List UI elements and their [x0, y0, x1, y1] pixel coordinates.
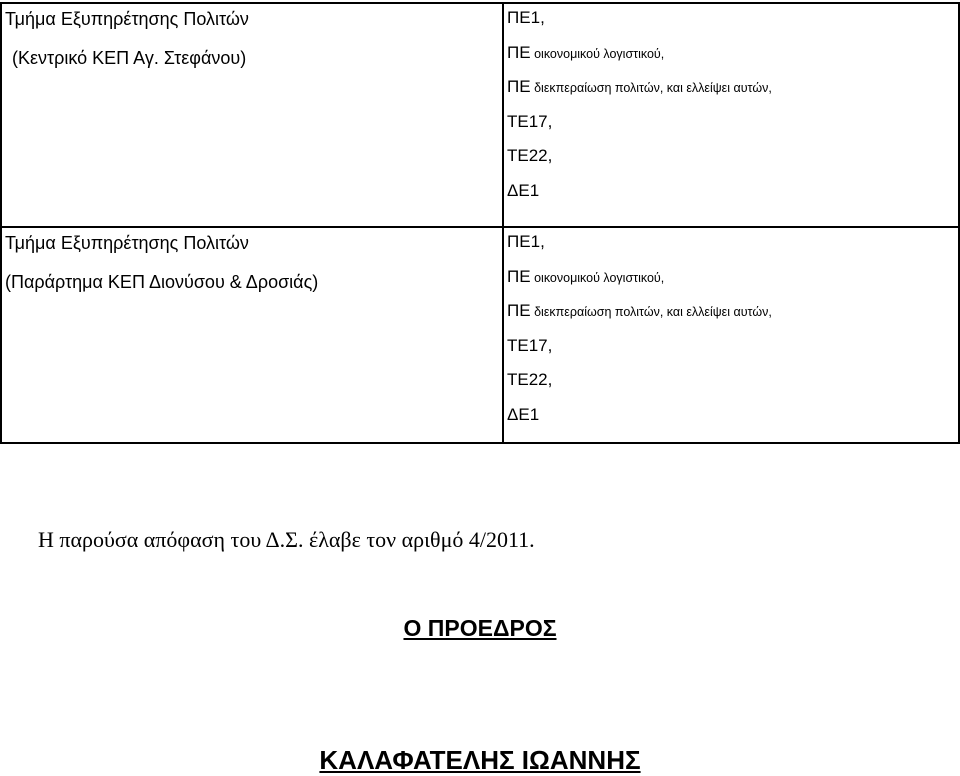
category-code: ΠΕ1,	[507, 232, 545, 251]
category-list	[504, 4, 958, 211]
category-item	[507, 4, 958, 39]
category-item	[507, 142, 958, 177]
category-item	[507, 263, 958, 298]
department-name: Τμήμα Εξυπηρέτησης Πολιτών	[5, 233, 249, 253]
department-location: (Κεντρικό ΚΕΠ Αγ. Στεφάνου)	[12, 48, 247, 68]
category-code: ΔΕ1	[507, 404, 540, 424]
category-code: ΤΕ22,	[507, 146, 553, 165]
category-list	[504, 228, 958, 435]
department-name: Τμήμα Εξυπηρέτησης Πολιτών	[5, 9, 249, 29]
category-item	[507, 177, 958, 212]
signature-title: Ο ΠΡΟΕΔΡΟΣ	[403, 615, 557, 641]
category-description: οικονομικού λογιστικού,	[530, 46, 665, 61]
signatory-name: ΚΑΛΑΦΑΤΕΛΗΣ ΙΩΑΝΝΗΣ	[319, 745, 641, 775]
category-code: ΤΕ22,	[507, 370, 553, 389]
categories-cell	[503, 227, 959, 443]
table-row	[1, 3, 959, 227]
category-code: ΠΕ	[507, 77, 531, 96]
department-location: (Παράρτημα ΚΕΠ Διονύσου & Δροσιάς)	[5, 272, 319, 292]
department-cell	[1, 227, 503, 443]
table-row	[1, 227, 959, 443]
category-item	[507, 73, 958, 108]
category-item	[507, 297, 958, 332]
staff-allocation-table	[0, 2, 960, 444]
category-item	[507, 366, 958, 401]
category-code: ΤΕ17,	[507, 335, 553, 355]
department-cell	[1, 3, 503, 227]
category-item	[507, 401, 958, 436]
categories-cell	[503, 3, 959, 227]
category-description: οικονομικού λογιστικού,	[530, 270, 665, 285]
category-description: διεκπεραίωση πολιτών, και ελλείψει αυτών,	[530, 305, 772, 319]
category-description: διεκπεραίωση πολιτών, και ελλείψει αυτών,	[530, 81, 772, 95]
category-item	[507, 39, 958, 74]
category-code: ΔΕ1	[507, 180, 540, 200]
category-code: ΤΕ17,	[507, 111, 553, 131]
category-item	[507, 228, 958, 263]
category-code: ΠΕ	[507, 301, 531, 320]
decision-statement: Η παρούσα απόφαση του Δ.Σ. έλαβε τον αριθμό 4/2011.	[38, 527, 535, 552]
category-code: ΠΕ	[507, 266, 531, 286]
category-item	[507, 108, 958, 143]
category-item	[507, 332, 958, 367]
category-code: ΠΕ1,	[507, 8, 545, 27]
category-code: ΠΕ	[507, 42, 531, 62]
